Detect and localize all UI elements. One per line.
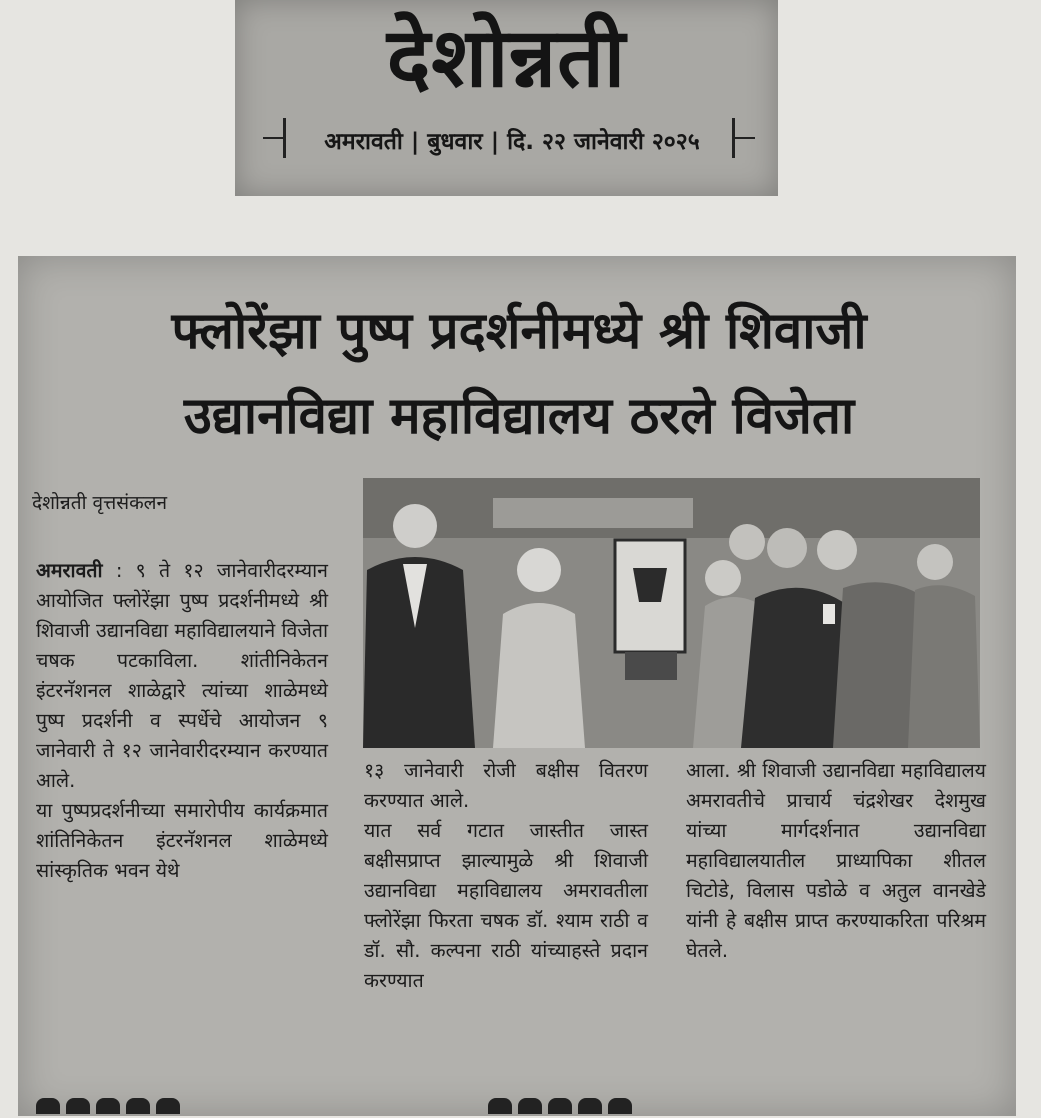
dateline-bracket-left <box>283 118 286 158</box>
dateline-bar <box>263 118 745 158</box>
masthead-clipping <box>235 0 778 196</box>
article-clipping <box>18 256 1016 1116</box>
cut-text-fragment-right <box>488 1098 638 1116</box>
column-1-paragraph-1 <box>36 556 328 796</box>
byline: देशोन्नती वृत्तसंकलन <box>32 492 168 514</box>
headline-line-1: फ्लोरेंझा पुष्प प्रदर्शनीमध्ये श्री शिवाजी <box>171 302 867 361</box>
headline-line-2: उद्यानविद्या महाविद्यालय ठरले विजेता <box>183 387 855 446</box>
column-1-text-1: : ९ ते १२ जानेवारीदरम्यान आयोजित फ्लोरेंझा पुष्प प्रदर्शनीमध्ये श्री शिवाजी उद्यानविद्या महाविद्यालयाने विजेता चषक पटकाविला. शांतीनिकेतन इंटरनॅशनल शाळेद्वारे त्यांच्या शाळेमध्ये पुष्प प्रदर्शनी व स्पर्धेचे आयोजन ९ जानेवारी ते १२ जानेवारीदरम्यान करण्यात आले. <box>36 559 329 792</box>
column-1-paragraph-2: या पुष्पप्रदर्शनीच्या समारोपीय कार्यक्रमात शांतिनिकेतन इंटरनॅशनल शाळेमध्ये सांस्कृतिक भवन येथे <box>36 799 328 882</box>
article-column-1 <box>36 556 328 886</box>
column-3-paragraph-1: आला. श्री शिवाजी उद्यानविद्या महाविद्यालय अमरावतीचे प्राचार्य चंद्रशेखर देशमुख यांच्या मार्गदर्शनात उद्यानविद्या महाविद्यालयातील प्राध्यापिका शीतल चिटोडे, विलास पडोळे व अतुल वानखेडे यांनी हे बक्षीस प्राप्त करण्याकरिता परिश्रम घेतले. <box>686 759 986 962</box>
newspaper-title: देशोन्नती <box>386 11 627 106</box>
article-column-3 <box>686 756 986 966</box>
dateline-rule-left <box>263 137 283 139</box>
award-ceremony-photo <box>363 478 980 748</box>
article-column-2 <box>364 756 648 996</box>
column-2-paragraph-1: १३ जानेवारी रोजी बक्षीस वितरण करण्यात आले. <box>364 759 648 812</box>
cut-text-fragment-left <box>36 1098 186 1116</box>
dateline-city: अमरावती <box>36 559 103 582</box>
column-2-paragraph-2: यात सर्व गटात जास्तीत जास्त बक्षीसप्राप्त झाल्यामुळे श्री शिवाजी उद्यानविद्या महाविद्यालय अमरावतीला फ्लोरेंझा फिरता चषक डॉ. श्याम राठी व डॉ. सौ. कल्पना राठी यांच्याहस्ते प्रदान करण्यात <box>364 819 648 992</box>
dateline-rule-right <box>735 137 755 139</box>
photo-illustration <box>363 478 980 748</box>
dateline-text: अमरावती | बुधवार | दि. २२ जानेवारी २०२५ <box>324 129 700 155</box>
